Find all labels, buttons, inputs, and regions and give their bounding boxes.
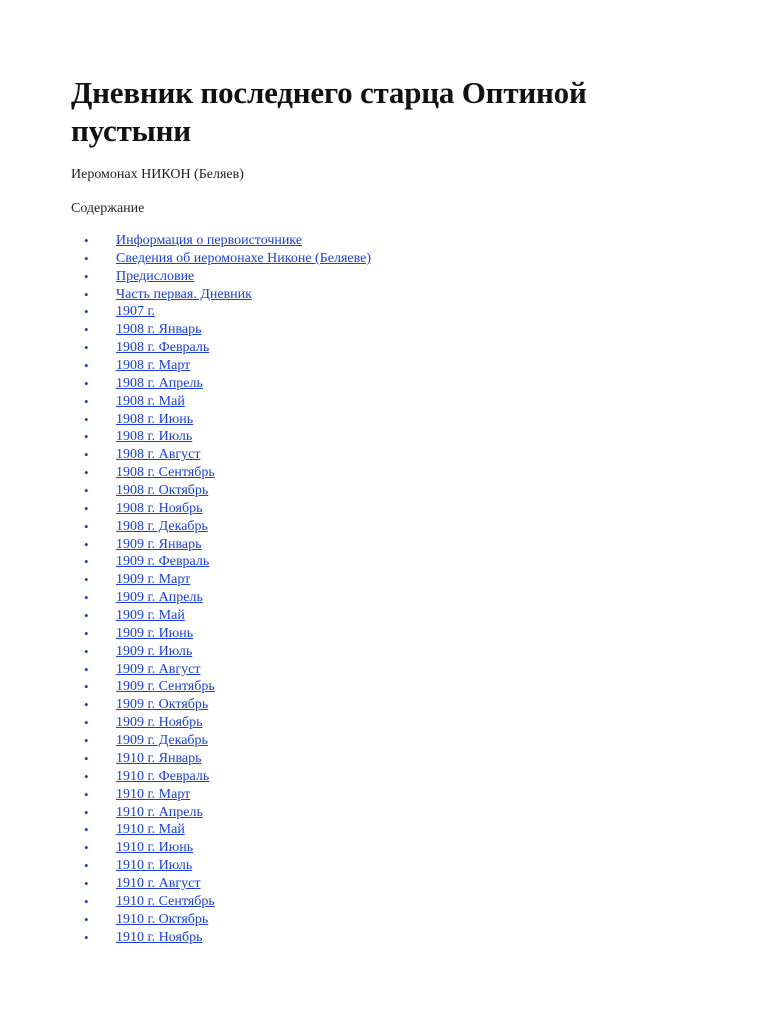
toc-link[interactable]: 1908 г. Июль [116, 429, 193, 445]
toc-link[interactable]: 1910 г. Февраль [116, 768, 210, 784]
bullet-icon: • [84, 411, 89, 427]
toc-link[interactable]: 1910 г. Май [116, 822, 185, 838]
toc-item [71, 482, 371, 500]
toc-link[interactable]: 1909 г. Май [116, 608, 185, 624]
toc-link[interactable]: Сведения об иеромонахе Никоне (Беляеве) [116, 250, 372, 266]
toc-item [71, 268, 371, 286]
toc-link[interactable]: 1908 г. Август [116, 447, 201, 463]
toc-link[interactable]: 1908 г. Апрель [116, 375, 203, 391]
bullet-icon: • [84, 590, 89, 606]
toc-item [71, 893, 371, 911]
toc-item [71, 428, 371, 446]
document-page [71, 74, 711, 945]
toc-link[interactable]: 1908 г. Июнь [116, 411, 194, 427]
toc-item [71, 607, 371, 625]
bullet-icon: • [84, 679, 89, 695]
toc-item [71, 339, 371, 357]
bullet-icon: • [84, 768, 89, 784]
bullet-icon: • [84, 733, 89, 749]
toc-link[interactable]: 1908 г. Февраль [116, 340, 210, 356]
toc-link[interactable]: 1909 г. Сентябрь [116, 679, 215, 695]
toc-link[interactable]: 1909 г. Декабрь [116, 733, 208, 749]
bullet-icon: • [84, 858, 89, 874]
bullet-icon: • [84, 893, 89, 909]
toc-item [71, 643, 371, 661]
bullet-icon: • [84, 911, 89, 927]
toc-item [71, 821, 371, 839]
toc-item [71, 786, 371, 804]
bullet-icon: • [84, 572, 89, 588]
toc-item [71, 464, 371, 482]
bullet-icon: • [84, 358, 89, 374]
toc-item [71, 929, 371, 947]
table-of-contents [71, 232, 371, 946]
toc-link[interactable]: 1910 г. Июнь [116, 840, 194, 856]
toc-item [71, 714, 371, 732]
toc-link[interactable]: 1909 г. Июнь [116, 625, 194, 641]
toc-item [71, 411, 371, 429]
toc-link[interactable]: 1909 г. Ноябрь [116, 715, 203, 731]
bullet-icon: • [84, 929, 89, 945]
toc-link[interactable]: 1908 г. Октябрь [116, 483, 209, 499]
bullet-icon: • [84, 608, 89, 624]
bullet-icon: • [84, 268, 89, 284]
toc-link[interactable]: 1909 г. Октябрь [116, 697, 209, 713]
toc-item [71, 303, 371, 321]
toc-link[interactable]: 1910 г. Ноябрь [116, 929, 203, 945]
bullet-icon: • [84, 286, 89, 302]
toc-link[interactable]: 1909 г. Август [116, 661, 201, 677]
toc-link[interactable]: 1910 г. Январь [116, 750, 202, 766]
bullet-icon: • [84, 697, 89, 713]
toc-heading: Содержание [71, 201, 145, 216]
bullet-icon: • [84, 715, 89, 731]
toc-item [71, 571, 371, 589]
bullet-icon: • [84, 518, 89, 534]
toc-item [71, 553, 371, 571]
bullet-icon: • [84, 536, 89, 552]
bullet-icon: • [84, 465, 89, 481]
toc-link[interactable]: 1910 г. Март [116, 786, 191, 802]
bullet-icon: • [84, 483, 89, 499]
toc-link[interactable]: 1910 г. Апрель [116, 804, 203, 820]
bullet-icon: • [84, 625, 89, 641]
toc-item [71, 375, 371, 393]
bullet-icon: • [84, 250, 89, 266]
bullet-icon: • [84, 340, 89, 356]
toc-item [71, 732, 371, 750]
toc-link[interactable]: 1908 г. Сентябрь [116, 465, 215, 481]
bullet-icon: • [84, 375, 89, 391]
toc-link[interactable]: 1909 г. Апрель [116, 590, 203, 606]
toc-item [71, 321, 371, 339]
bullet-icon: • [84, 661, 89, 677]
toc-link[interactable]: 1909 г. Январь [116, 536, 202, 552]
toc-item [71, 232, 371, 250]
bullet-icon: • [84, 393, 89, 409]
toc-link[interactable]: 1910 г. Октябрь [116, 911, 209, 927]
toc-item [71, 446, 371, 464]
bullet-icon: • [84, 804, 89, 820]
bullet-icon: • [84, 875, 89, 891]
bullet-icon: • [84, 554, 89, 570]
bullet-icon: • [84, 304, 89, 320]
toc-link[interactable]: 1910 г. Август [116, 875, 201, 891]
toc-item [71, 750, 371, 768]
bullet-icon: • [84, 447, 89, 463]
toc-link[interactable]: 1910 г. Июль [116, 858, 193, 874]
toc-item [71, 804, 371, 822]
toc-item [71, 696, 371, 714]
toc-item [71, 911, 371, 929]
toc-item [71, 500, 371, 518]
toc-item [71, 625, 371, 643]
bullet-icon: • [84, 500, 89, 516]
author-line: Иеромонах НИКОН (Беляев) [71, 167, 244, 182]
toc-item [71, 839, 371, 857]
bullet-icon: • [84, 822, 89, 838]
toc-item [71, 518, 371, 536]
toc-link[interactable]: 1908 г. Ноябрь [116, 500, 203, 516]
toc-item [71, 768, 371, 786]
bullet-icon: • [84, 840, 89, 856]
toc-link[interactable]: 1909 г. Февраль [116, 554, 210, 570]
bullet-icon: • [84, 750, 89, 766]
toc-link[interactable]: Часть первая. Дневник [116, 286, 252, 302]
toc-item [71, 250, 371, 268]
toc-item [71, 357, 371, 375]
toc-item [71, 536, 371, 554]
toc-link[interactable]: 1908 г. Март [116, 358, 191, 374]
toc-item [71, 393, 371, 411]
toc-item [71, 661, 371, 679]
toc-link[interactable]: 1908 г. Декабрь [116, 518, 208, 534]
bullet-icon: • [84, 786, 89, 802]
bullet-icon: • [84, 429, 89, 445]
toc-link[interactable]: 1909 г. Июль [116, 643, 193, 659]
toc-item [71, 589, 371, 607]
toc-link[interactable]: Информация о первоисточнике [116, 233, 303, 248]
toc-link[interactable]: Предисловие [116, 268, 195, 284]
toc-link[interactable]: 1907 г. [116, 304, 156, 320]
toc-link[interactable]: 1908 г. Январь [116, 322, 202, 338]
toc-item [71, 857, 371, 875]
toc-link[interactable]: 1910 г. Сентябрь [116, 893, 215, 909]
toc-item [71, 678, 371, 696]
bullet-icon: • [84, 643, 89, 659]
bullet-icon: • [84, 233, 89, 248]
toc-link[interactable]: 1908 г. Май [116, 393, 185, 409]
toc-item [71, 875, 371, 893]
toc-link[interactable]: 1909 г. Март [116, 572, 191, 588]
page-title: Дневник последнего старца Оптиной пустыни [71, 75, 587, 148]
toc-item [71, 286, 371, 304]
bullet-icon: • [84, 322, 89, 338]
